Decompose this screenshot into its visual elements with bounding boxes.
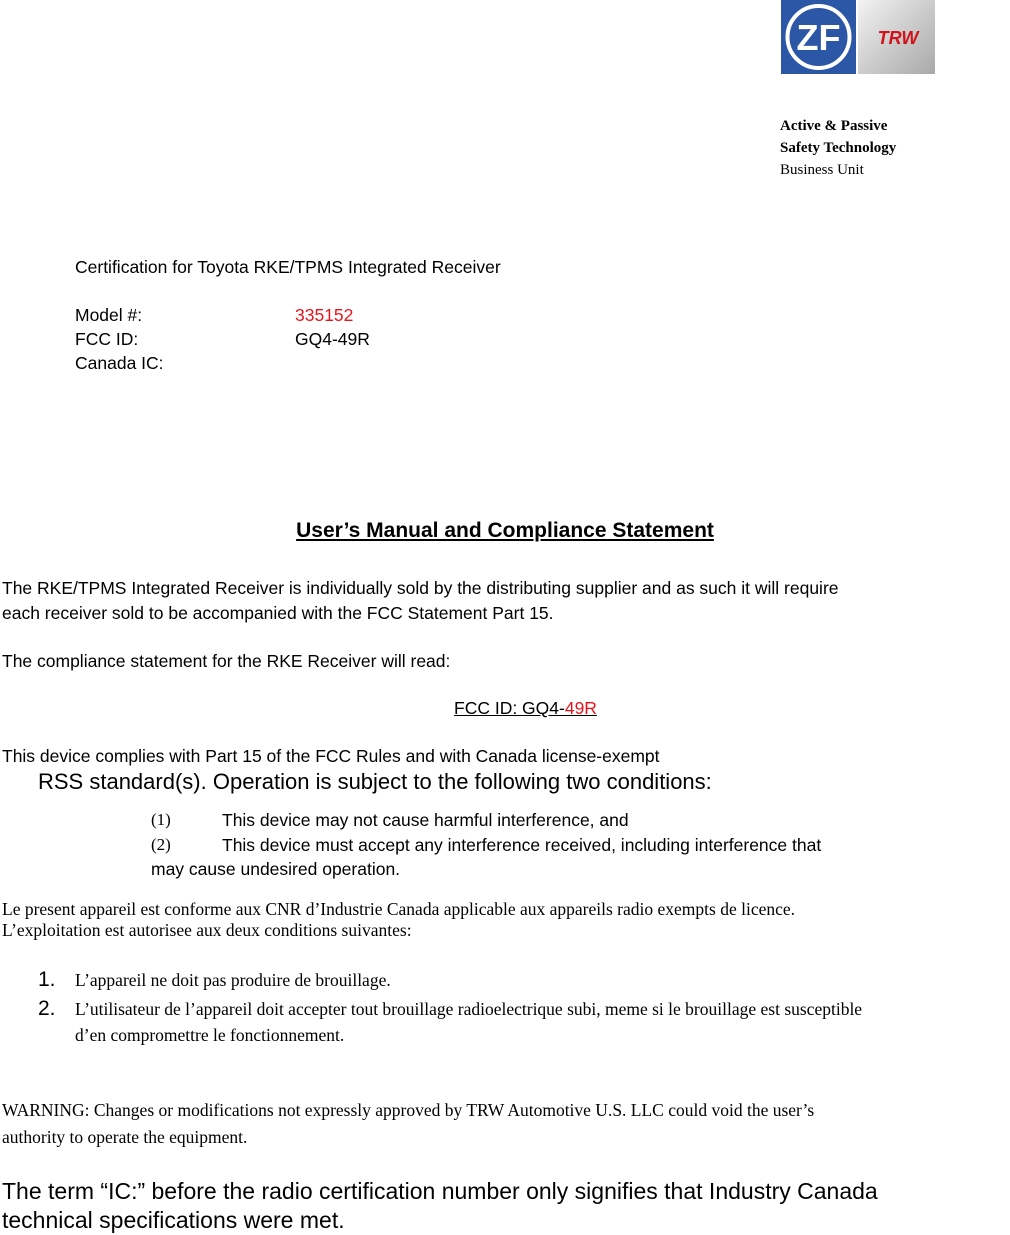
page-heading: User’s Manual and Compliance Statement bbox=[296, 519, 714, 542]
warning-block bbox=[2, 1097, 814, 1151]
zf-logo-graphic bbox=[781, 0, 856, 74]
ic-note bbox=[2, 1177, 878, 1235]
fcc-label: FCC ID: bbox=[75, 329, 139, 349]
certification-title: Certification for Toyota RKE/TPMS Integrated Receiver bbox=[75, 257, 501, 277]
french-item-1 bbox=[38, 966, 1008, 994]
fcc-id-suffix: 49R bbox=[564, 698, 597, 718]
french-line-1: Le present appareil est conforme aux CNR d’Industrie Canada applicable aux appareils radio exempts de licence. bbox=[2, 899, 796, 919]
business-unit-block bbox=[780, 115, 896, 181]
ic-note-line-1: The term “IC:” before the radio certification number only signifies that Industry Canada bbox=[2, 1178, 878, 1204]
warning-line-2: authority to operate the equipment. bbox=[2, 1127, 248, 1147]
model-row bbox=[75, 305, 354, 326]
fcc-id-prefix: FCC ID: GQ4- bbox=[454, 698, 565, 718]
condition-1-text: This device may not cause harmful interference, and bbox=[222, 810, 629, 830]
french-item-1-num: 1. bbox=[38, 968, 56, 991]
fcc-value: GQ4-49R bbox=[295, 329, 370, 349]
model-value: 335152 bbox=[295, 305, 354, 325]
condition-2-text: This device must accept any interference received, including interference that bbox=[222, 835, 822, 855]
canada-label: Canada IC: bbox=[75, 353, 164, 373]
french-item-2-num: 2. bbox=[38, 997, 56, 1020]
intro-line-3: The compliance statement for the RKE Receiver will read: bbox=[2, 651, 451, 671]
complies-line: This device complies with Part 15 of the FCC Rules and with Canada license-exempt bbox=[2, 746, 660, 766]
ic-note-line-2: technical specifications were met. bbox=[2, 1207, 345, 1233]
intro-line-2: each receiver sold to be accompanied with the FCC Statement Part 15. bbox=[2, 603, 554, 623]
french-item-2-text: L’utilisateur de l’appareil doit accepter tout brouillage radioelectrique subi, meme si le brouillage est susceptible bbox=[75, 999, 863, 1019]
condition-continuation: may cause undesired operation. bbox=[151, 859, 401, 879]
business-unit-line-3: Business Unit bbox=[780, 162, 864, 178]
condition-1 bbox=[151, 810, 971, 834]
trw-logo-graphic bbox=[858, 0, 935, 74]
canada-row bbox=[75, 353, 164, 374]
rss-line: RSS standard(s). Operation is subject to the following two conditions: bbox=[38, 769, 712, 794]
french-item-continuation: d’en compromettre le fonctionnement. bbox=[75, 1025, 345, 1045]
condition-2 bbox=[151, 835, 971, 859]
trw-logo bbox=[858, 0, 935, 74]
french-line-2: L’exploitation est autorisee aux deux conditions suivantes: bbox=[2, 920, 412, 940]
fcc-row bbox=[75, 329, 370, 350]
french-item-2 bbox=[38, 995, 1008, 1023]
warning-line-1: WARNING: Changes or modifications not expressly approved by TRW Automotive U.S. LLC could void the user’s bbox=[2, 1100, 815, 1120]
condition-1-num: (1) bbox=[151, 810, 171, 829]
fcc-id-statement bbox=[454, 698, 597, 719]
zf-logo-text: ZF bbox=[796, 17, 841, 58]
zf-logo bbox=[781, 0, 856, 74]
trw-logo-text: TRW bbox=[877, 28, 919, 48]
business-unit-line-2: Safety Technology bbox=[780, 140, 897, 156]
business-unit-line-1: Active & Passive bbox=[780, 118, 888, 134]
french-item-1-text: L’appareil ne doit pas produire de brouillage. bbox=[75, 970, 391, 990]
model-label: Model #: bbox=[75, 305, 143, 325]
condition-2-num: (2) bbox=[151, 835, 171, 854]
intro-line-1: The RKE/TPMS Integrated Receiver is individually sold by the distributing supplier and as such it will require bbox=[2, 578, 839, 598]
